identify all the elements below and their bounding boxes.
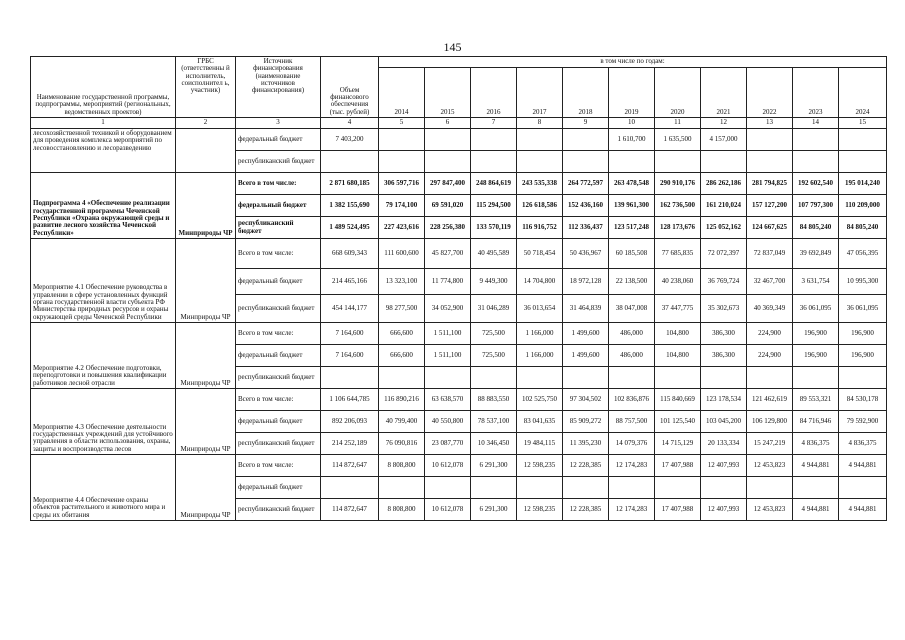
year-value: 14 704,800 [517, 269, 563, 295]
year-value [655, 477, 701, 499]
year-value: 79 174,100 [379, 195, 425, 217]
year-value: 88 883,550 [471, 389, 517, 411]
year-value [471, 477, 517, 499]
table-row [31, 323, 887, 345]
year-value: 12 598,235 [517, 499, 563, 521]
year-value [517, 151, 563, 173]
total-volume: 7 164,600 [321, 323, 379, 345]
year-value: 1 635,500 [655, 129, 701, 151]
year-value: 18 972,128 [563, 269, 609, 295]
year-value: 79 592,900 [839, 411, 887, 433]
year-value: 725,500 [471, 345, 517, 367]
funding-source: Всего в том числе: [236, 239, 321, 269]
year-value [425, 477, 471, 499]
table-header [31, 57, 887, 118]
year-value [563, 129, 609, 151]
column-number: 14 [793, 118, 839, 129]
program-name: Мероприятие 4.3 Обеспечение деятельности государственных учреждений для устойчивого управления в области использования, охраны, защиты и воспроизводства лесов [31, 389, 176, 455]
header-year: 2023 [793, 67, 839, 117]
year-value: 60 185,508 [609, 239, 655, 269]
column-number: 8 [517, 118, 563, 129]
year-value: 162 736,500 [655, 195, 701, 217]
year-value [839, 151, 887, 173]
grbs-cell: Минприроды ЧР [176, 239, 236, 323]
year-value [563, 151, 609, 173]
total-volume: 214 465,166 [321, 269, 379, 295]
year-value: 12 228,385 [563, 455, 609, 477]
year-value: 12 453,823 [747, 499, 793, 521]
year-value [609, 151, 655, 173]
year-value [747, 477, 793, 499]
year-value: 4 944,881 [793, 455, 839, 477]
year-value: 290 910,176 [655, 173, 701, 195]
year-value [425, 151, 471, 173]
year-value: 196,900 [839, 345, 887, 367]
year-value: 486,000 [609, 345, 655, 367]
year-value [793, 129, 839, 151]
year-value: 126 618,586 [517, 195, 563, 217]
year-value [517, 477, 563, 499]
header-year: 2022 [747, 67, 793, 117]
year-value [379, 367, 425, 389]
year-value: 11 395,230 [563, 433, 609, 455]
total-volume: 214 252,189 [321, 433, 379, 455]
column-number: 6 [425, 118, 471, 129]
column-number: 9 [563, 118, 609, 129]
year-value: 4 836,375 [839, 433, 887, 455]
year-value: 12 174,283 [609, 499, 655, 521]
year-value: 77 685,835 [655, 239, 701, 269]
year-value: 34 052,900 [425, 295, 471, 323]
year-value: 157 127,200 [747, 195, 793, 217]
year-value: 4 944,881 [839, 455, 887, 477]
year-value: 22 138,500 [609, 269, 655, 295]
total-volume: 668 609,343 [321, 239, 379, 269]
year-value: 3 631,754 [793, 269, 839, 295]
year-value: 196,900 [793, 323, 839, 345]
year-value: 725,500 [471, 323, 517, 345]
year-value: 12 174,283 [609, 455, 655, 477]
year-value: 8 808,800 [379, 455, 425, 477]
total-volume: 7 403,200 [321, 129, 379, 151]
year-value: 124 667,625 [747, 217, 793, 239]
year-value: 115 294,500 [471, 195, 517, 217]
funding-source: Всего в том числе: [236, 173, 321, 195]
total-volume: 114 872,647 [321, 499, 379, 521]
year-value: 281 794,825 [747, 173, 793, 195]
year-value: 192 602,540 [793, 173, 839, 195]
year-value: 72 072,397 [701, 239, 747, 269]
year-value: 83 041,635 [517, 411, 563, 433]
funding-source: республиканский бюджет [236, 295, 321, 323]
year-value: 6 291,300 [471, 455, 517, 477]
column-numbers [31, 118, 887, 129]
program-name: Подпрограмма 4 «Обеспечение реализации государственной программы Чеченской Республики «Охрана окружающей среды и развитие лесного хозяйства Чеченской Республики» [31, 173, 176, 239]
year-value [425, 129, 471, 151]
year-value: 104,800 [655, 323, 701, 345]
total-volume: 454 144,177 [321, 295, 379, 323]
year-value: 11 774,800 [425, 269, 471, 295]
header-volume: Объем финансового обеспечения (тыс. рублей) [321, 57, 379, 118]
year-value [655, 367, 701, 389]
year-value [425, 367, 471, 389]
year-value [379, 129, 425, 151]
year-value [517, 367, 563, 389]
year-value: 139 961,300 [609, 195, 655, 217]
year-value: 4 944,881 [793, 499, 839, 521]
year-value: 152 436,160 [563, 195, 609, 217]
table-row [31, 455, 887, 477]
year-value: 107 797,300 [793, 195, 839, 217]
year-value: 78 537,100 [471, 411, 517, 433]
funding-source: федеральный бюджет [236, 345, 321, 367]
header-years-caption: в том числе по годам: [379, 57, 887, 68]
year-value: 36 061,095 [793, 295, 839, 323]
year-value: 110 209,000 [839, 195, 887, 217]
year-value: 39 692,849 [793, 239, 839, 269]
year-value: 101 125,540 [655, 411, 701, 433]
year-value: 10 612,078 [425, 499, 471, 521]
year-value: 50 718,454 [517, 239, 563, 269]
funding-source: федеральный бюджет [236, 411, 321, 433]
header-year: 2016 [471, 67, 517, 117]
year-value: 40 799,400 [379, 411, 425, 433]
header-year: 2018 [563, 67, 609, 117]
year-value: 36 769,724 [701, 269, 747, 295]
year-value: 69 591,020 [425, 195, 471, 217]
year-value: 1 499,600 [563, 323, 609, 345]
year-value: 37 447,775 [655, 295, 701, 323]
year-value: 50 436,967 [563, 239, 609, 269]
year-value: 1 166,000 [517, 345, 563, 367]
year-value [609, 477, 655, 499]
year-value [655, 151, 701, 173]
year-value: 1 511,100 [425, 323, 471, 345]
year-value: 17 407,988 [655, 499, 701, 521]
total-volume: 1 106 644,785 [321, 389, 379, 411]
year-value: 116 916,752 [517, 217, 563, 239]
year-value [747, 151, 793, 173]
year-value: 13 323,100 [379, 269, 425, 295]
year-value: 4 944,881 [839, 499, 887, 521]
year-value: 386,300 [701, 323, 747, 345]
funding-source: республиканский бюджет [236, 433, 321, 455]
year-value [839, 367, 887, 389]
year-value: 15 247,219 [747, 433, 793, 455]
total-volume: 892 206,093 [321, 411, 379, 433]
year-value [747, 367, 793, 389]
year-value: 112 336,437 [563, 217, 609, 239]
year-value: 128 173,676 [655, 217, 701, 239]
total-volume: 1 382 155,690 [321, 195, 379, 217]
year-value [379, 151, 425, 173]
year-value [747, 129, 793, 151]
year-value: 102 525,750 [517, 389, 563, 411]
year-value: 40 238,060 [655, 269, 701, 295]
year-value [701, 151, 747, 173]
header-grbs: ГРБС (ответственны й исполнитель, соисполнител ь, участник) [176, 57, 236, 118]
year-value: 40 550,800 [425, 411, 471, 433]
year-value: 10 995,300 [839, 269, 887, 295]
year-value [793, 477, 839, 499]
grbs-cell [176, 129, 236, 173]
funding-source: федеральный бюджет [236, 129, 321, 151]
year-value: 31 046,289 [471, 295, 517, 323]
year-value: 195 014,240 [839, 173, 887, 195]
year-value [839, 477, 887, 499]
header-year: 2020 [655, 67, 701, 117]
year-value: 84 716,946 [793, 411, 839, 433]
year-value [701, 477, 747, 499]
year-value: 17 407,988 [655, 455, 701, 477]
year-value: 85 909,272 [563, 411, 609, 433]
year-value: 1 166,000 [517, 323, 563, 345]
funding-source: федеральный бюджет [236, 269, 321, 295]
year-value: 116 890,216 [379, 389, 425, 411]
year-value: 14 079,376 [609, 433, 655, 455]
program-name: Мероприятие 4.1 Обеспечение руководства в управлении в сфере установленных функций органа государственной власти субъекта РФ Министерства природных ресурсов и охраны окружающей среды Чеченской Республики [31, 239, 176, 323]
column-number: 15 [839, 118, 887, 129]
header-source: Источник финансирования (наименование источников финансирования) [236, 57, 321, 118]
year-value: 196,900 [793, 345, 839, 367]
year-value: 666,600 [379, 345, 425, 367]
year-value: 111 600,600 [379, 239, 425, 269]
header-year: 2014 [379, 67, 425, 117]
year-value: 88 757,500 [609, 411, 655, 433]
financing-table [30, 56, 887, 521]
column-number: 10 [609, 118, 655, 129]
funding-source: Всего в том числе: [236, 455, 321, 477]
year-value: 264 772,597 [563, 173, 609, 195]
year-value [793, 367, 839, 389]
year-value: 19 484,115 [517, 433, 563, 455]
year-value: 4 157,000 [701, 129, 747, 151]
year-value: 286 262,186 [701, 173, 747, 195]
program-name: Мероприятие 4.4 Обеспечение охраны объектов растительного и животного мира и среды их обитания [31, 455, 176, 521]
year-value [379, 477, 425, 499]
year-value: 36 061,095 [839, 295, 887, 323]
year-value: 98 277,500 [379, 295, 425, 323]
year-value: 133 570,119 [471, 217, 517, 239]
year-value: 38 047,008 [609, 295, 655, 323]
year-value: 104,800 [655, 345, 701, 367]
year-value: 89 553,321 [793, 389, 839, 411]
year-value: 84 805,240 [793, 217, 839, 239]
header-year: 2024 [839, 67, 887, 117]
year-value: 6 291,300 [471, 499, 517, 521]
column-number: 2 [176, 118, 236, 129]
year-value: 102 836,876 [609, 389, 655, 411]
year-value [471, 367, 517, 389]
year-value: 23 087,770 [425, 433, 471, 455]
total-volume [321, 151, 379, 173]
grbs-cell: Минприроды ЧР [176, 455, 236, 521]
column-number: 12 [701, 118, 747, 129]
year-value: 36 013,654 [517, 295, 563, 323]
year-value [471, 129, 517, 151]
total-volume: 1 489 524,495 [321, 217, 379, 239]
column-number: 11 [655, 118, 701, 129]
column-number: 1 [31, 118, 176, 129]
total-volume [321, 367, 379, 389]
table-row [31, 389, 887, 411]
program-name: лесохозяйственной техникой и оборудованием для проведения комплекса мероприятий по лесовосстановлению и лесоразведению [31, 129, 176, 173]
year-value: 297 847,400 [425, 173, 471, 195]
year-value: 14 715,129 [655, 433, 701, 455]
grbs-cell: Минприроды ЧР [176, 173, 236, 239]
year-value: 103 045,200 [701, 411, 747, 433]
year-value [471, 151, 517, 173]
year-value: 666,600 [379, 323, 425, 345]
column-number: 5 [379, 118, 425, 129]
funding-source: Всего в том числе: [236, 323, 321, 345]
year-value: 84 805,240 [839, 217, 887, 239]
column-number: 7 [471, 118, 517, 129]
year-value: 243 535,338 [517, 173, 563, 195]
year-value: 486,000 [609, 323, 655, 345]
year-value: 40 495,589 [471, 239, 517, 269]
year-value: 248 864,619 [471, 173, 517, 195]
year-value: 47 056,395 [839, 239, 887, 269]
year-value: 196,900 [839, 323, 887, 345]
year-value: 97 304,502 [563, 389, 609, 411]
year-value [563, 367, 609, 389]
year-value: 63 638,570 [425, 389, 471, 411]
year-value: 228 256,380 [425, 217, 471, 239]
year-value: 115 840,669 [655, 389, 701, 411]
funding-source: федеральный бюджет [236, 195, 321, 217]
funding-source: республиканский бюджет [236, 499, 321, 521]
header-year: 2021 [701, 67, 747, 117]
year-value: 4 836,375 [793, 433, 839, 455]
year-value [517, 129, 563, 151]
table-row [31, 129, 887, 151]
year-value: 263 478,548 [609, 173, 655, 195]
year-value: 306 597,716 [379, 173, 425, 195]
year-value: 1 511,100 [425, 345, 471, 367]
year-value: 224,900 [747, 345, 793, 367]
column-number: 3 [236, 118, 321, 129]
year-value: 10 346,450 [471, 433, 517, 455]
year-value: 31 464,839 [563, 295, 609, 323]
funding-source: республиканский бюджет [236, 367, 321, 389]
column-number: 13 [747, 118, 793, 129]
year-value: 1 610,700 [609, 129, 655, 151]
year-value: 227 423,616 [379, 217, 425, 239]
grbs-cell: Минприроды ЧР [176, 389, 236, 455]
header-year: 2019 [609, 67, 655, 117]
year-value: 161 210,024 [701, 195, 747, 217]
grbs-cell: Минприроды ЧР [176, 323, 236, 389]
year-value: 1 499,600 [563, 345, 609, 367]
year-value [609, 367, 655, 389]
column-number: 4 [321, 118, 379, 129]
year-value: 8 808,800 [379, 499, 425, 521]
year-value: 123 517,248 [609, 217, 655, 239]
total-volume: 114 872,647 [321, 455, 379, 477]
funding-source: Всего в том числе: [236, 389, 321, 411]
year-value: 12 407,993 [701, 455, 747, 477]
year-value: 12 228,385 [563, 499, 609, 521]
table-row [31, 239, 887, 269]
year-value: 121 462,619 [747, 389, 793, 411]
funding-source: республиканский бюджет [236, 217, 321, 239]
funding-source: федеральный бюджет [236, 477, 321, 499]
year-value: 35 302,673 [701, 295, 747, 323]
year-value: 224,900 [747, 323, 793, 345]
year-value: 123 178,534 [701, 389, 747, 411]
year-value: 40 369,349 [747, 295, 793, 323]
year-value: 386,300 [701, 345, 747, 367]
page-number: 145 [443, 40, 462, 54]
year-value [701, 367, 747, 389]
table-row [31, 173, 887, 195]
year-value [839, 129, 887, 151]
program-name: Мероприятие 4.2 Обеспечение подготовки, переподготовки и повышения квалификации работников лесной отрасли [31, 323, 176, 389]
total-volume: 7 164,600 [321, 345, 379, 367]
header-year: 2015 [425, 67, 471, 117]
year-value: 12 598,235 [517, 455, 563, 477]
total-volume [321, 477, 379, 499]
year-value: 72 837,049 [747, 239, 793, 269]
year-value: 20 133,334 [701, 433, 747, 455]
year-value: 125 052,162 [701, 217, 747, 239]
year-value: 12 453,823 [747, 455, 793, 477]
table-body [31, 129, 887, 521]
header-year: 2017 [517, 67, 563, 117]
header-name: Наименование государственной программы, подпрограммы, мероприятий (региональных, ведомственных проектов) [31, 57, 176, 118]
year-value: 9 449,300 [471, 269, 517, 295]
year-value: 84 530,178 [839, 389, 887, 411]
year-value: 32 467,700 [747, 269, 793, 295]
year-value [793, 151, 839, 173]
year-value: 76 090,816 [379, 433, 425, 455]
year-value: 106 129,800 [747, 411, 793, 433]
year-value [563, 477, 609, 499]
funding-source: республиканский бюджет [236, 151, 321, 173]
year-value: 12 407,993 [701, 499, 747, 521]
total-volume: 2 871 680,185 [321, 173, 379, 195]
year-value: 45 827,700 [425, 239, 471, 269]
year-value: 10 612,078 [425, 455, 471, 477]
